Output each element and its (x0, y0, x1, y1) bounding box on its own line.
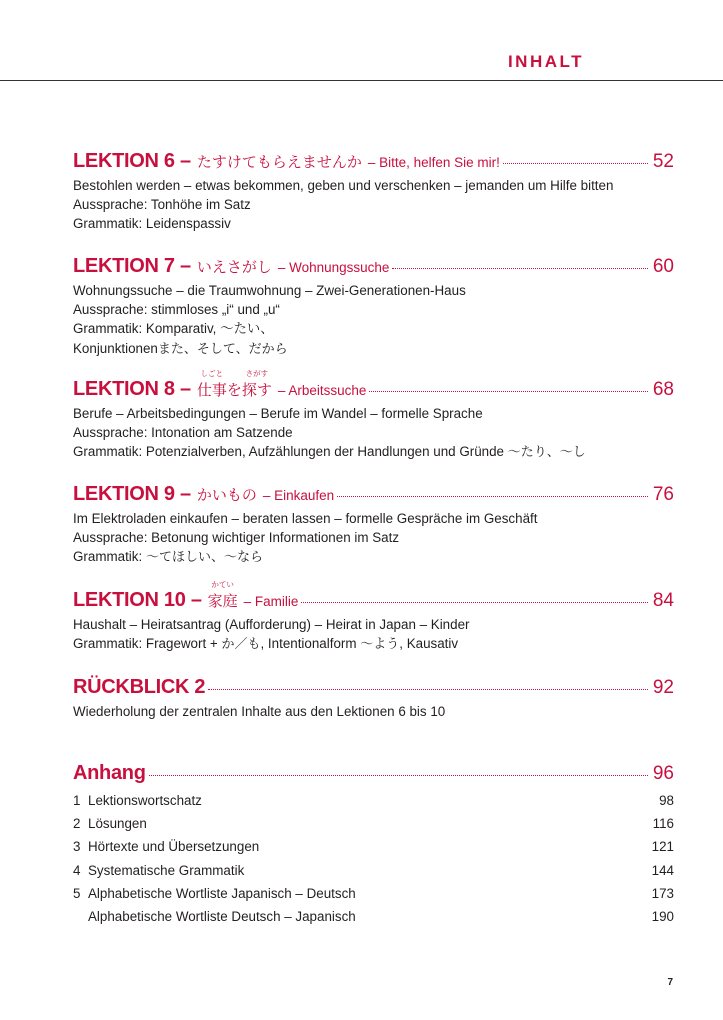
japanese-grammar-text: ～てほしい、～なら (145, 550, 263, 566)
kanji-text: 家庭 (207, 592, 238, 610)
toc-entry-heading[interactable] (73, 676, 674, 699)
appendix-item-page: 173 (651, 885, 674, 901)
review-label: RÜCKBLICK 2 (73, 676, 206, 698)
appendix-label: Anhang (73, 762, 146, 784)
japanese-grammar-text: ～よう (360, 637, 400, 653)
toc-entry-heading[interactable] (73, 369, 674, 401)
appendix-item-page: 116 (652, 816, 674, 832)
appendix-item-title: Systematische Grammatik (88, 862, 245, 878)
description-line: Berufe – Arbeitsbedingungen – Berufe im Wandel – formelle Sprache (73, 406, 483, 421)
lesson-description (73, 404, 674, 463)
review-description (73, 702, 674, 721)
furigana: しごと (200, 369, 224, 378)
lesson-japanese-title: かいもの (196, 486, 257, 504)
japanese-grammar-text: ～たり、～し (507, 445, 586, 461)
appendix-item-page: 98 (659, 793, 674, 808)
description-line (73, 634, 674, 654)
lesson-subtitle: – Einkaufen (262, 488, 335, 503)
description-line: Wohnungssuche – die Traumwohnung – Zwei-Generationen-Haus (73, 283, 466, 298)
kanji-text: 探す (241, 381, 272, 399)
lesson-description (73, 509, 674, 568)
lesson-japanese-title: いえさがし (196, 258, 272, 276)
toc-entry-heading[interactable] (73, 762, 674, 785)
lesson-page-number: 68 (652, 379, 674, 400)
lesson-japanese-title (207, 580, 238, 611)
toc-entry-heading[interactable] (73, 255, 674, 278)
review-page-number: 92 (652, 677, 674, 698)
lesson-subtitle: – Wohnungssuche (277, 260, 390, 275)
toc-entry-lesson-7 (73, 255, 674, 359)
lesson-subtitle: – Bitte, helfen Sie mir! (367, 155, 500, 170)
lesson-label: LEKTION 8 – (73, 378, 191, 400)
description-text: , Kausativ (399, 636, 459, 652)
dot-leader (392, 268, 647, 269)
lesson-page-number: 52 (652, 151, 674, 172)
lesson-description (73, 176, 674, 234)
description-line: Haushalt – Heiratsantrag (Aufforderung) – Heirat in Japan – Kinder (73, 617, 470, 632)
header-divider (0, 80, 723, 81)
appendix-item-title: Hörtexte und Übersetzungen (88, 839, 260, 855)
toc-entry-heading[interactable] (73, 150, 674, 173)
appendix-item[interactable] (73, 835, 674, 858)
appendix-item-number: 4 (73, 862, 81, 878)
furigana: かてい (211, 580, 234, 589)
toc-entry-lesson-9 (73, 483, 674, 568)
toc-entry-review (73, 676, 674, 721)
appendix-item-number: 3 (73, 839, 81, 855)
appendix-item-number: 2 (73, 816, 81, 832)
appendix-item[interactable] (73, 789, 674, 812)
lesson-label: LEKTION 10 – (73, 589, 202, 611)
appendix-item-page: 121 (651, 839, 674, 855)
description-line: Im Elektroladen einkaufen – beraten lassen – formelle Gespräche im Geschäft (73, 511, 538, 526)
description-line (73, 339, 674, 359)
toc-entry-lesson-8 (73, 369, 674, 463)
kanji-with-furigana (207, 580, 238, 611)
toc-entry-heading[interactable] (73, 483, 674, 506)
lesson-label: LEKTION 7 – (73, 255, 191, 277)
lesson-label: LEKTION 9 – (73, 483, 191, 505)
description-line: Aussprache: stimmloses „i“ und „u“ (73, 302, 280, 318)
description-line: Aussprache: Tonhöhe im Satz (73, 197, 251, 213)
appendix-item[interactable] (73, 812, 674, 835)
lesson-description (73, 615, 674, 654)
furigana: さがす (245, 369, 269, 378)
appendix-item-title: Alphabetische Wortliste Japanisch – Deutsch (88, 885, 356, 901)
kanji-text: 仕事 (196, 381, 227, 399)
appendix-item-number: 5 (73, 885, 81, 901)
lesson-label: LEKTION 6 – (73, 150, 191, 172)
description-line: Aussprache: Betonung wichtiger Informationen im Satz (73, 530, 400, 546)
lesson-page-number: 60 (652, 256, 674, 277)
appendix-item-number: 1 (73, 793, 81, 808)
lesson-subtitle: – Arbeitssuche (277, 383, 367, 398)
appendix-item-title: Lösungen (88, 816, 147, 832)
appendix-page-number: 96 (652, 763, 674, 784)
description-line (73, 442, 674, 462)
description-line: Aussprache: Intonation am Satzende (73, 425, 293, 441)
dot-leader (208, 689, 648, 690)
lesson-page-number: 76 (652, 484, 674, 505)
description-text: Grammatik: (73, 549, 143, 565)
description-text: , Intentionalform (260, 636, 357, 652)
toc-entry-lesson-6 (73, 150, 674, 234)
description-line (73, 547, 674, 567)
appendix-item-page: 144 (651, 862, 674, 878)
toc-entry-lesson-10 (73, 580, 674, 654)
japanese-grammar-text: また、そして、だから (157, 341, 288, 357)
description-line: Bestohlen werden – etwas bekommen, geben und verschenken – jemanden um Hilfe bitten (73, 178, 614, 193)
appendix-item[interactable] (73, 905, 674, 928)
page-title: INHALT (507, 52, 584, 71)
footer-page-number: 7 (667, 977, 673, 988)
kana-text: を (226, 381, 242, 399)
appendix-item[interactable] (73, 859, 674, 882)
lesson-subtitle: – Familie (243, 594, 299, 609)
appendix-item-page: 190 (651, 909, 674, 925)
description-text: Grammatik: Fragewort + (73, 636, 218, 652)
appendix-item[interactable] (73, 882, 674, 905)
dot-leader (149, 775, 648, 776)
kanji-with-furigana (241, 369, 272, 400)
dot-leader (301, 602, 647, 603)
lesson-description (73, 281, 674, 359)
description-line: Wiederholung der zentralen Inhalte aus den Lektionen 6 bis 10 (73, 704, 446, 719)
description-text: Konjunktionen (73, 340, 158, 356)
dot-leader (369, 391, 647, 392)
toc-entry-appendix (73, 762, 674, 928)
japanese-grammar-text: か／も (221, 637, 261, 653)
lesson-japanese-title (196, 369, 272, 400)
appendix-item-title: Lektionswortschatz (88, 793, 202, 808)
dot-leader (337, 496, 648, 497)
lesson-page-number: 84 (652, 590, 674, 611)
appendix-item-number (73, 905, 88, 928)
appendix-item-title: Alphabetische Wortliste Deutsch – Japanisch (88, 909, 356, 925)
appendix-list (73, 789, 674, 928)
dot-leader (503, 163, 648, 164)
toc-entry-heading[interactable] (73, 580, 674, 612)
lesson-japanese-title: たすけてもらえませんか (196, 153, 362, 171)
description-line: Grammatik: Komparativ, ～たい、 (73, 321, 274, 337)
description-line: Grammatik: Leidenspassiv (73, 216, 231, 232)
description-text: Grammatik: Potenzialverben, Aufzählungen der Handlungen und Gründe (73, 444, 505, 460)
kanji-with-furigana (196, 369, 227, 400)
